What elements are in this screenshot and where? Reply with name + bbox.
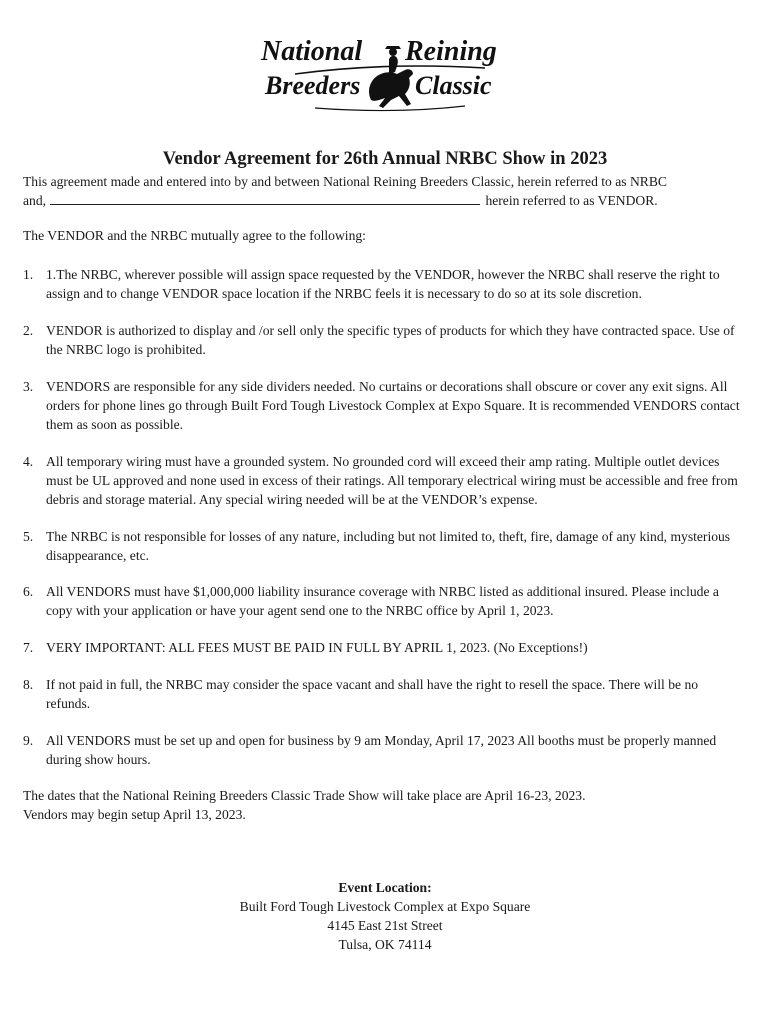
- item-text: VENDOR is authorized to display and /or sell only the specific types of products for which they have contracted space. Use of the NRBC logo is prohibited.: [46, 323, 735, 357]
- agreement-item-5: [23, 527, 745, 565]
- intro-line-2-prefix: and,: [23, 193, 47, 208]
- item-number: 2.: [23, 323, 34, 338]
- item-text: All VENDORS must have $1,000,000 liability insurance coverage with NRBC listed as additional insured. Please include a copy with your application or have your agent send one to the NRBC office by April 1, 2023.: [46, 584, 719, 618]
- item-number: 7.: [23, 640, 34, 655]
- location-venue: Built Ford Tough Livestock Complex at Expo Square: [239, 899, 531, 914]
- item-text: VENDORS are responsible for any side dividers needed. No curtains or decorations shall obscure or cover any exit signs. All orders for phone lines go through Built Ford Tough Livestock Complex at Expo Square. It is recommended VENDORS contact them as soon as possible.: [46, 379, 740, 432]
- item-number: 5.: [23, 529, 34, 544]
- item-text: VERY IMPORTANT: ALL FEES MUST BE PAID IN FULL BY APRIL 1, 2023. (No Exceptions!): [46, 640, 588, 655]
- intro-paragraph: [23, 172, 745, 210]
- document-title: Vendor Agreement for 26th Annual NRBC Show in 2023: [162, 149, 608, 169]
- event-location: [0, 878, 770, 954]
- location-city: Tulsa, OK 74114: [338, 937, 432, 952]
- item-text: The NRBC is not responsible for losses of any nature, including but not limited to, theft, fire, damage of any kind, mysterious disappearance, etc.: [46, 529, 731, 563]
- nrbc-logo: [255, 30, 515, 114]
- closing-paragraph: [23, 786, 745, 824]
- agreement-item-9: [23, 731, 745, 769]
- location-street: 4145 East 21st Street: [327, 918, 443, 933]
- item-text: 1.The NRBC, wherever possible will assign space requested by the VENDOR, however the NRBC shall reserve the right to assign and to change VENDOR space location if the NRBC feels it is necessary to do so at its sole discretion.: [46, 267, 720, 301]
- item-number: 9.: [23, 733, 34, 748]
- agreement-item-1: [23, 265, 745, 303]
- logo-swirl-lower: [315, 106, 465, 111]
- location-heading: Event Location:: [338, 880, 432, 895]
- item-text: All VENDORS must be set up and open for business by 9 am Monday, April 17, 2023 All booths must be properly manned during show hours.: [46, 733, 717, 767]
- agreement-item-3: [23, 377, 745, 434]
- item-text: All temporary wiring must have a grounded system. No grounded cord will exceed their amp rating. Multiple outlet devices must be UL approved and none used in excess of their ratings. All temporary electrical wiring must be accessible and free from debris and storage material. Any special wiring needed will be at the VENDOR’s expense.: [46, 454, 738, 507]
- intro-line-2-suffix: herein referred to as VENDOR.: [485, 193, 658, 208]
- logo-word-breeders: Breeders: [265, 71, 361, 100]
- item-number: 4.: [23, 454, 34, 469]
- agreement-item-8: [23, 675, 745, 713]
- item-number: 1.: [23, 267, 34, 282]
- agreement-item-4: [23, 452, 745, 509]
- item-number: 8.: [23, 677, 34, 692]
- agreement-item-6: [23, 582, 745, 620]
- item-number: 6.: [23, 584, 34, 599]
- agreement-item-2: [23, 321, 745, 359]
- item-text: If not paid in full, the NRBC may consider the space vacant and shall have the right to resell the space. There will be no refunds.: [46, 677, 699, 711]
- setup-date: Vendors may begin setup April 13, 2023.: [23, 807, 246, 822]
- logo-word-reining: Reining: [405, 36, 497, 67]
- agreement-lead: The VENDOR and the NRBC mutually agree to the following:: [23, 228, 366, 243]
- nrbc-logo-graphic: [255, 30, 515, 114]
- item-number: 3.: [23, 379, 34, 394]
- show-dates: The dates that the National Reining Breeders Classic Trade Show will take place are April 16-23, 2023.: [23, 788, 586, 803]
- agreement-item-7: [23, 638, 745, 657]
- vendor-name-blank: [50, 193, 480, 205]
- intro-line-1: This agreement made and entered into by and between National Reining Breeders Classic, herein referred to as NRBC: [23, 174, 667, 189]
- logo-word-national: National: [261, 36, 363, 67]
- logo-word-classic: Classic: [415, 71, 492, 100]
